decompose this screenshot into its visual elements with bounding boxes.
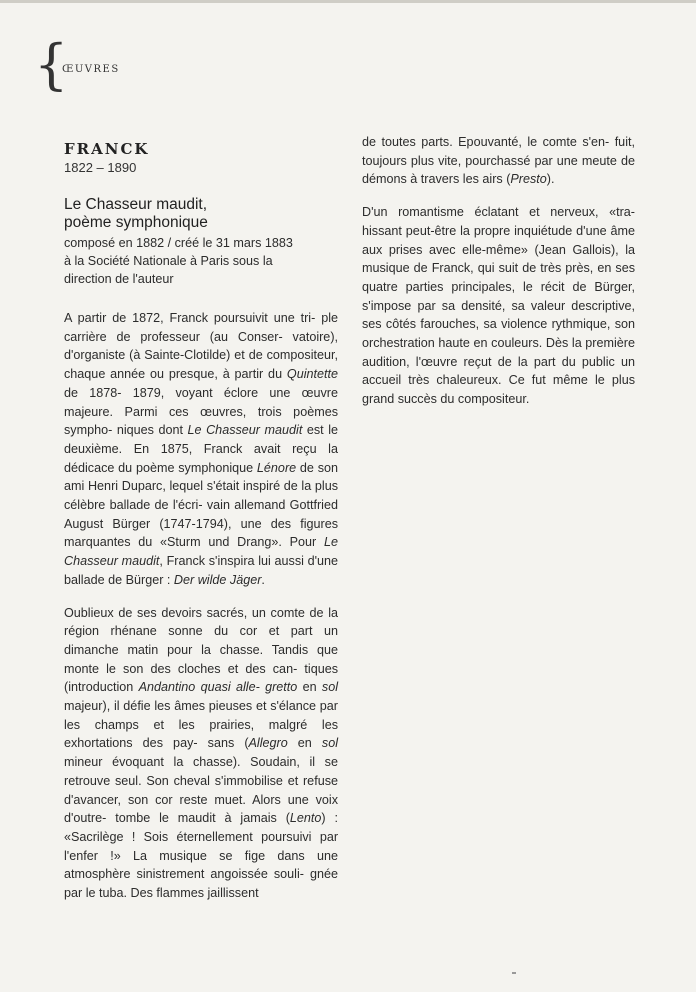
work-title-line: poème symphonique [64,214,208,231]
page-mark [512,972,516,974]
paragraph: A partir de 1872, Franck poursuivit une tri- ple carrière de professeur (au Conser- vatoire), d'organiste (à Sainte-Clotilde) et de compositeur, chaque année ou presque, à partir du Quintette de 1878- 1879, voyant éclore une œuvre majeure. Parmi ces œuvres, trois poèmes sympho- niques dont Le Chasseur maudit est le deuxième. En 1875, Franck avait reçu la dédicace du poème symphonique Lénore de son ami Henri Duparc, lequel s'était inspiré de la plus célèbre ballade de l'écri- vain allemand Gottfried August Bürger (1747-1794), une des figures marquantes du «Sturm und Drang». Pour Le Chasseur maudit, Franck s'inspira lui aussi d'une ballade de Bürger : Der wilde Jäger. [64,311,339,587]
section-label: ŒUVRES [62,64,120,75]
paragraph: Oublieux de ses devoirs sacrés, un comte de la région rhénane sonne du cor et part un dimanche matin pour la chasse. Tandis que monte le son des cloches et des can- tiques (introduction Andantino quasi alle- gretto en sol majeur), il défie les âmes pieuses et s'élance par les champs et les prairies, malgré les exhortations des pay- sans (Allegro en sol mineur évoquant la chasse). Soudain, il se retrouve seul. Son cheval s'immobilise et refuse d'avancer, son cor reste muet. Alors une voix d'outre- tombe le maudit à jamais (Lento) : «Sacrilège ! Sois éternellement poursuivi par l'enfer !» La musique se fige dans une atmosphère sinistrement angoissée souli- gnée par le tuba. Des flammes jaillissent [64,605,339,901]
work-info [64,234,293,288]
work-title [64,196,208,232]
work-info-line: direction de l'auteur [64,272,174,286]
composer-name: FRANCK [64,140,150,158]
right-column [362,133,635,409]
top-edge [0,0,696,3]
work-info-line: composé en 1882 / créé le 31 mars 1883 [64,236,293,250]
composer-dates: 1822 – 1890 [64,160,137,175]
paragraph: D'un romantisme éclatant et nerveux, «tra- hissant peut-être la propre inquiétude d'une âme aux prises avec elle-même» (Jean Gallois), la musique de Franck, qui suit de très près, en ses quatre parties principales, le récit de Bürger, s'impose par sa densité, sa valeur descriptive, ses côtés farouches, sa violence rythmique, son orchestration haute en couleurs. Dès la première audition, l'œuvre reçut de la part du public un accueil très chaleureux. Ce fut même le plus grand succès du compositeur. [362,205,636,407]
brace-icon: { [34,33,69,96]
work-title-line: Le Chasseur maudit, [64,196,208,213]
work-info-line: à la Société Nationale à Paris sous la [64,254,273,268]
paragraph: de toutes parts. Epouvanté, le comte s'en- fuit, toujours plus vite, pourchassé par une meute de démons à travers les airs (Presto). [362,135,635,187]
left-column [64,309,338,903]
